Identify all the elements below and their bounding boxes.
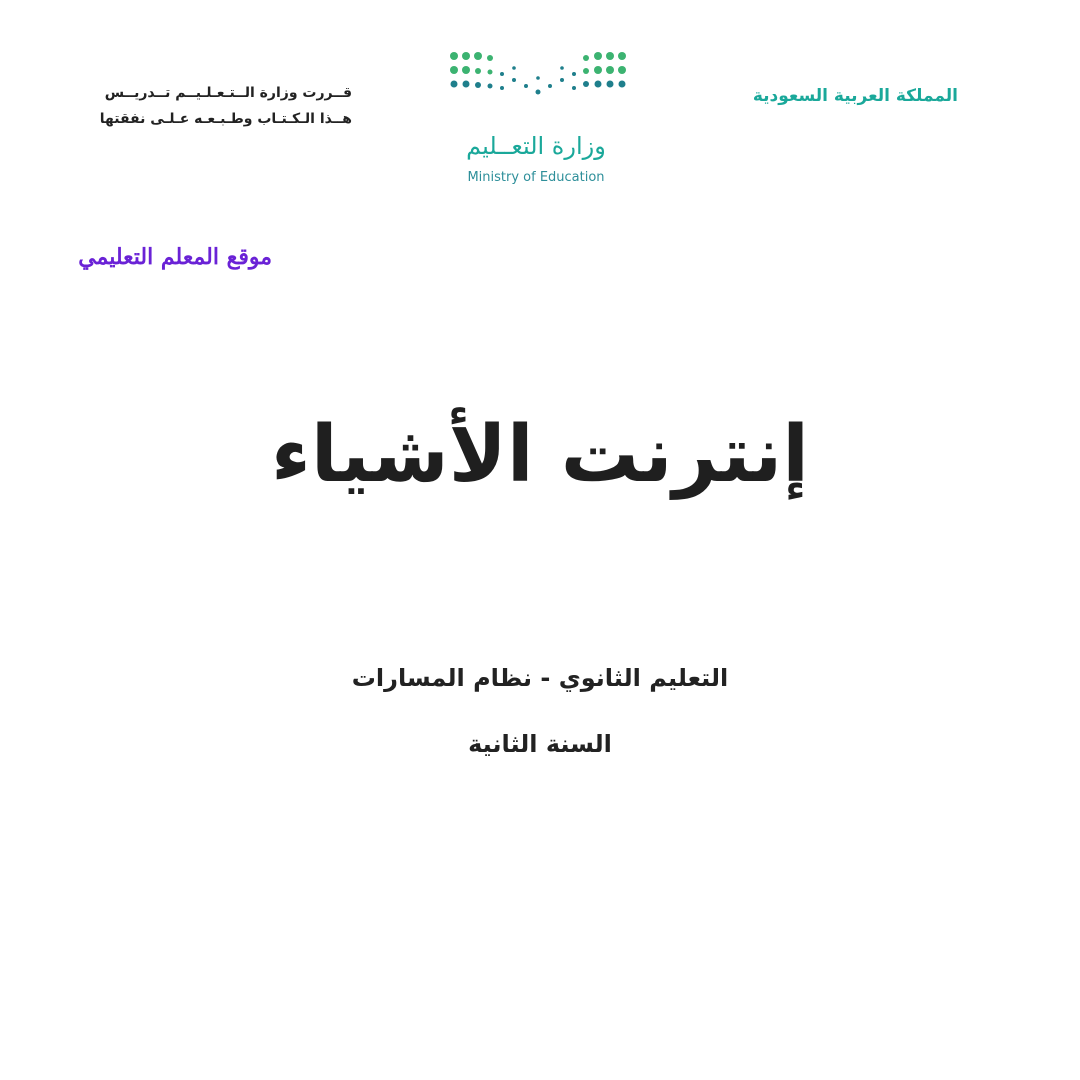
watermark-site-name: موقع المعلم التعليمي	[78, 244, 272, 270]
ministry-dots-emblem-icon	[438, 46, 638, 106]
approval-line-2: هــذا الـكـتـاب وطـبـعـه عـلـى نفقتها	[99, 111, 352, 127]
ministry-name-arabic: وزارة التعــليم	[466, 132, 606, 160]
education-track: التعليم الثانوي - نظام المسارات	[351, 664, 729, 692]
book-title: إنترنت الأشياء	[271, 410, 809, 500]
approval-line-1: قــررت وزارة الــتـعـلـيــم تــدريــس	[104, 85, 352, 101]
kingdom-name: المملكة العربية السعودية	[752, 86, 958, 106]
ministry-name-english: Ministry of Education	[467, 170, 605, 185]
school-year: السنة الثانية	[468, 730, 612, 758]
approval-statement	[60, 80, 352, 132]
